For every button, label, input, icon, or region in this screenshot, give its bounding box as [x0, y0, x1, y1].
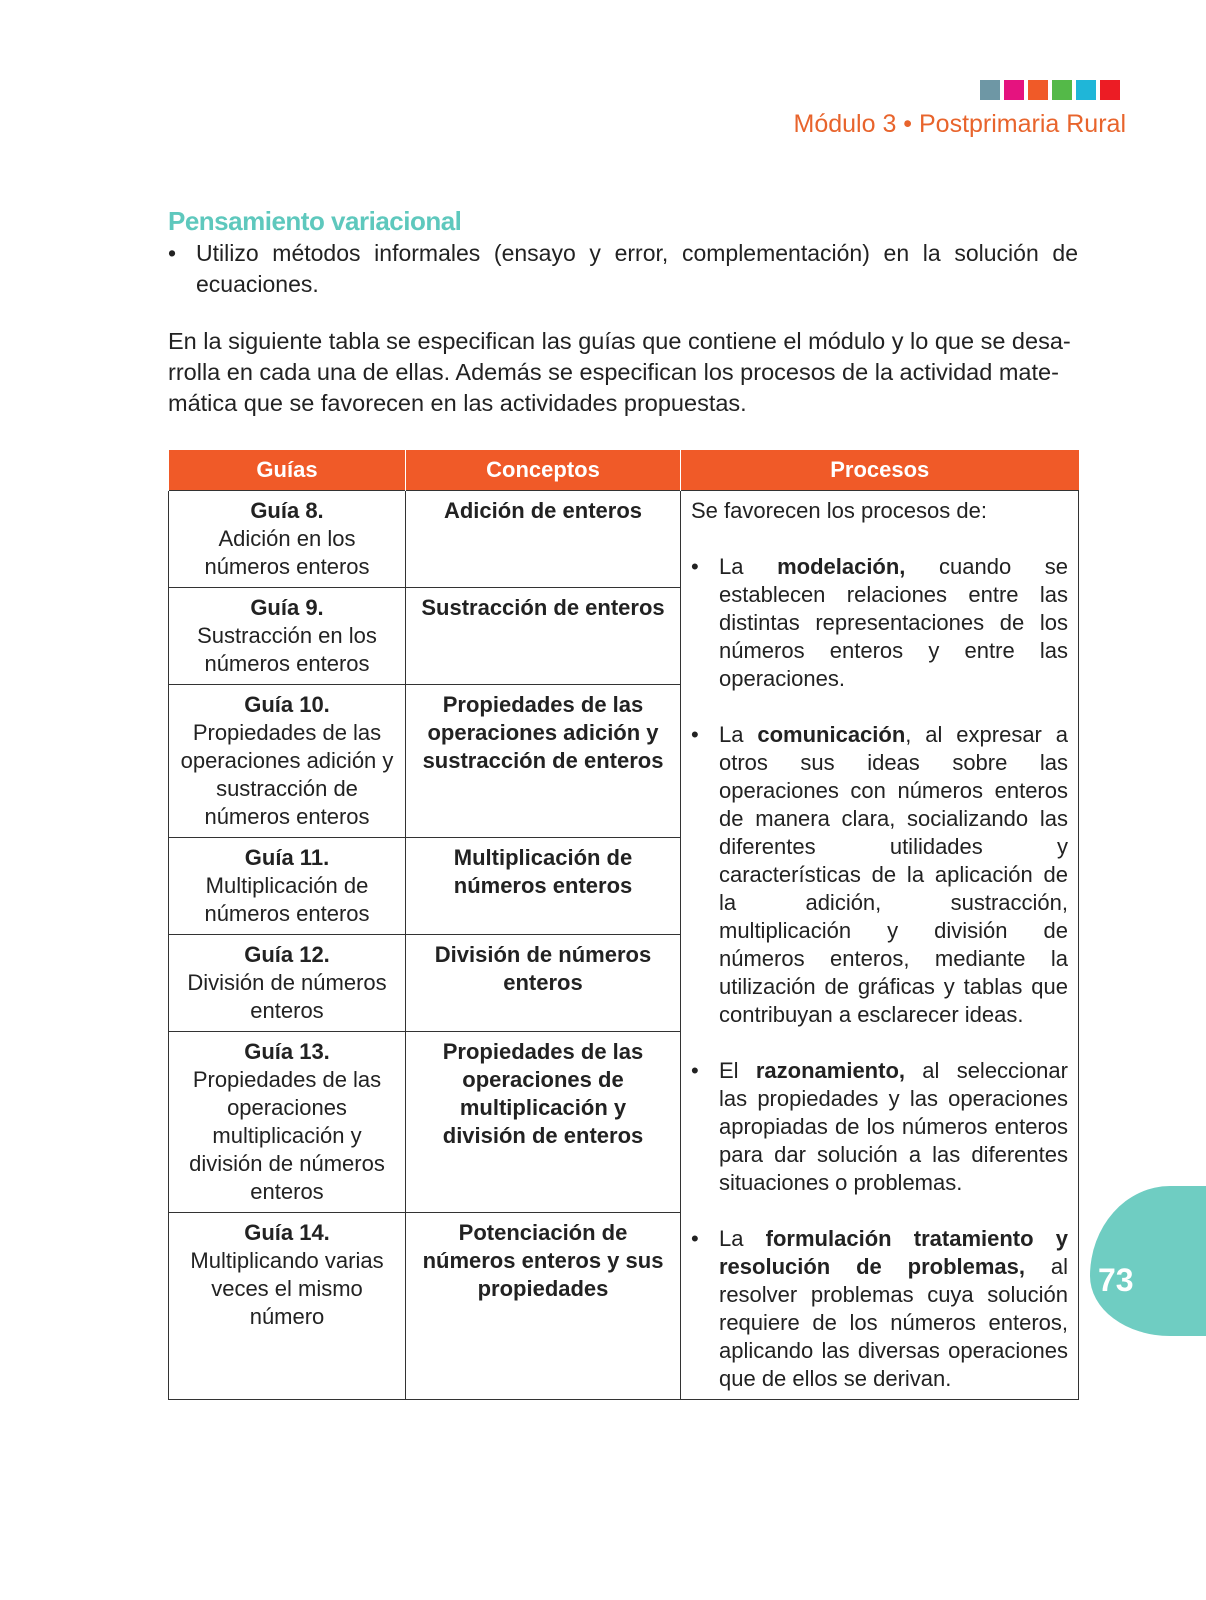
concepto-cell: Adición de enteros — [406, 491, 681, 588]
guia-cell — [169, 838, 406, 935]
guia-desc: Propiedades de las operaciones multiplicación y división de números enteros — [189, 1067, 385, 1204]
bullet-dot: • — [691, 722, 699, 747]
guia-desc: Multiplicando varias veces el mismo número — [190, 1248, 384, 1329]
proceso-pre: La — [719, 722, 758, 747]
proceso-pre: La — [719, 1226, 766, 1251]
concepto-cell: Propiedades de las operaciones de multiplicación y división de enteros — [406, 1032, 681, 1213]
intro-line: mática que se favorecen en las actividades propuestas. — [168, 390, 747, 416]
header-procesos: Procesos — [681, 450, 1079, 491]
proceso-pre: La — [719, 554, 778, 579]
section-bullet — [168, 238, 1078, 300]
guia-desc: Sustracción en los números enteros — [197, 623, 377, 676]
concepto-cell: Propiedades de las operaciones adición y sustracción de enteros — [406, 685, 681, 838]
color-square — [1100, 80, 1120, 100]
proceso-item — [691, 553, 1068, 693]
running-header: Módulo 3 • Postprimaria Rural — [793, 110, 1126, 138]
guia-cell — [169, 1032, 406, 1213]
section-bullet-text: Utilizo métodos informales (ensayo y error, complementación) en la solución de ecuaciones. — [196, 240, 1078, 297]
guia-title: Guía 8. — [250, 498, 324, 523]
proceso-bold: modelación, — [777, 554, 906, 579]
intro-line: rrolla en cada una de ellas. Además se especifican los procesos de la actividad mate- — [168, 359, 1059, 385]
bullet-dot: • — [691, 1058, 699, 1083]
bullet-dot: • — [691, 1226, 699, 1251]
guia-desc: Propiedades de las operaciones adición y sustracción de números enteros — [180, 720, 394, 829]
color-square — [1052, 80, 1072, 100]
proceso-bold: formulación tratamiento y resolución de problemas, — [719, 1226, 1068, 1279]
color-square — [980, 80, 1000, 100]
concepto-cell: Potenciación de números enteros y sus propiedades — [406, 1213, 681, 1400]
proceso-bold: razonamiento, — [755, 1058, 905, 1083]
guides-table — [168, 450, 1079, 1400]
header-conceptos: Conceptos — [406, 450, 681, 491]
guia-title: Guía 9. — [250, 595, 324, 620]
color-square — [1028, 80, 1048, 100]
guia-title: Guía 13. — [244, 1039, 330, 1064]
proceso-item — [691, 721, 1068, 1029]
guia-desc: Adición en los números enteros — [204, 526, 370, 579]
page-number-tab — [1090, 1186, 1206, 1336]
proceso-post: al seleccionar las propiedades y las operaciones apropiadas de los números enteros para dar solución a las diferentes situaciones o problemas. — [719, 1058, 1068, 1195]
header-guias: Guías — [169, 450, 406, 491]
color-square — [1076, 80, 1096, 100]
bullet-dot: • — [168, 240, 177, 266]
proceso-bold: comunicación — [757, 722, 906, 747]
guia-title: Guía 10. — [244, 692, 330, 717]
bullet-dot: • — [691, 554, 699, 579]
guia-cell — [169, 491, 406, 588]
intro-line: En la siguiente tabla se especifican las guías que contiene el módulo y lo que se desa- — [168, 328, 1071, 354]
proceso-item — [691, 1225, 1068, 1393]
proceso-post: cuando se establecen relaciones entre las distintas representaciones de los números enteros y entre las operaciones. — [719, 554, 1068, 691]
table-header-row — [169, 450, 1079, 491]
concepto-cell: Sustracción de enteros — [406, 588, 681, 685]
proceso-post: , al expresar a otros sus ideas sobre las operaciones con números enteros de manera clara, socializando las diferentes utilidades y características de la aplicación de la adición, sustracción, multiplicación y división de números enteros, mediante la utilización de gráficas y tablas que contribuyan a esclarecer ideas. — [719, 722, 1068, 1027]
procesos-intro: Se favorecen los procesos de: — [691, 498, 987, 523]
guia-cell — [169, 935, 406, 1032]
procesos-cell — [681, 491, 1079, 1400]
guia-cell — [169, 1213, 406, 1400]
guia-title: Guía 11. — [244, 845, 330, 870]
concepto-cell: División de números enteros — [406, 935, 681, 1032]
guia-desc: División de números enteros — [187, 970, 387, 1023]
guia-title: Guía 14. — [244, 1220, 330, 1245]
guia-title: Guía 12. — [244, 942, 330, 967]
concepto-cell: Multiplicación de números enteros — [406, 838, 681, 935]
guia-desc: Multiplicación de números enteros — [204, 873, 370, 926]
color-square — [1004, 80, 1024, 100]
proceso-post: al resolver problemas cuya solución requiere de los números enteros, aplicando las diversas operaciones que de ellos se derivan. — [719, 1254, 1068, 1391]
guia-cell — [169, 588, 406, 685]
guia-cell — [169, 685, 406, 838]
color-squares — [980, 80, 1120, 100]
section-title: Pensamiento variacional — [168, 206, 462, 236]
proceso-item — [691, 1057, 1068, 1197]
table-row — [169, 491, 1079, 588]
intro-paragraph — [168, 326, 1078, 419]
proceso-pre: El — [719, 1058, 756, 1083]
page-number: 73 — [1098, 1262, 1134, 1298]
